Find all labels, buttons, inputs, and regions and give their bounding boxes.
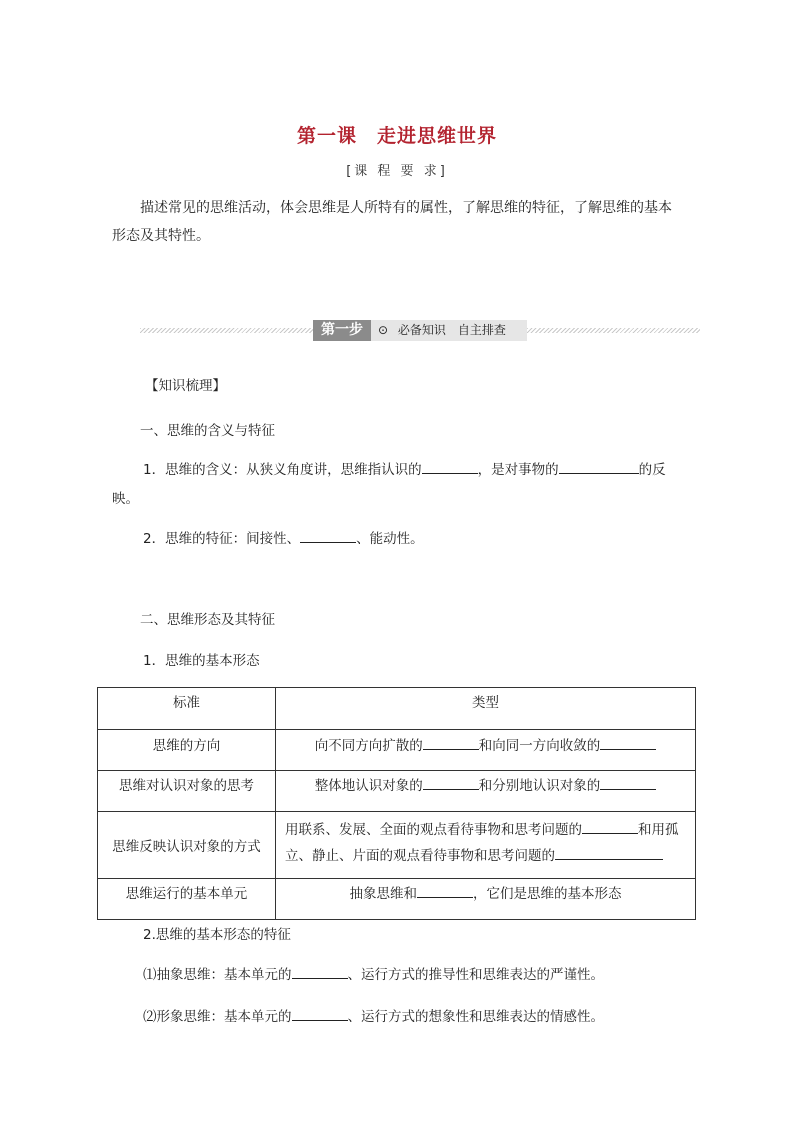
meaning-line-cont: 映。 [112,491,139,507]
circle-dot-icon: ⊙ [378,323,389,337]
meaning-text-b: ，是对事物的 [477,462,559,478]
table-cell-criterion: 思维的方向 [98,730,276,771]
abstract-text-b: 、运行方式的推导性和思维表达的严谨性。 [347,967,604,983]
knowledge-heading: 【知识梳理】 [145,378,226,394]
banner-caption [378,320,506,341]
table-cell-type [276,879,696,920]
basic-forms-heading: 1．思维的基本形态 [143,653,260,669]
banner-caption-text: 必备知识 自主排查 [397,323,506,337]
type-text: ，它们是思维的基本形态 [473,886,622,902]
table-cell-criterion: 思维反映认识对象的方式 [98,812,276,879]
table-row [98,812,696,879]
thinking-forms-table [97,687,696,920]
abstract-text-a: ⑴抽象思维：基本单元的 [143,967,292,983]
blank-field [300,528,356,543]
meaning-text-c: 的反 [638,462,666,478]
blank-field [600,735,656,750]
forms-features-heading: 2.思维的基本形态的特征 [143,927,291,943]
type-text: 抽象思维和 [349,886,417,902]
image-text-b: 、运行方式的想象性和思维表达的情感性。 [347,1009,604,1025]
image-thinking-line [143,1005,604,1025]
blank-field [417,883,473,898]
type-text: 和用孤 [638,822,679,838]
course-requirements-label: [课 程 要 求] [346,164,448,179]
table-cell-type [276,812,696,879]
type-text: 立、静止、片面的观点看待事物和思考问题的 [285,848,555,864]
meaning-text-a: 1．思维的含义：从狭义角度讲，思维指认识的 [143,462,422,478]
blank-field [423,735,479,750]
table-cell-criterion: 思维对认识对象的思考 [98,771,276,812]
blank-field [600,775,656,790]
requirement-line-2: 形态及其特性。 [112,228,210,244]
step-label: 第一步 [313,320,371,341]
table-row [98,879,696,920]
table-cell-type [276,771,696,812]
blank-field [582,819,638,834]
type-text: 整体地认识对象的 [314,778,423,794]
blank-field [422,459,478,474]
type-text: 和分别地认识对象的 [478,778,601,794]
requirement-line-1: 描述常见的思维活动，体会思维是人所特有的属性，了解思维的特征，了解思维的基本 [140,200,672,216]
section2-heading: 二、思维形态及其特征 [140,612,275,628]
table-row [98,730,696,771]
type-text: 和向同一方向收敛的 [478,738,601,754]
banner-divider-left [140,328,313,333]
blank-field [559,459,639,474]
meaning-line [143,458,666,478]
table-cell-criterion: 思维运行的基本单元 [98,879,276,920]
blank-field [292,964,348,979]
abstract-thinking-line [143,963,604,983]
blank-field [292,1006,348,1021]
section1-heading: 一、思维的含义与特征 [140,423,275,439]
features-text-a: 2．思维的特征：间接性、 [143,531,301,547]
table-header-row [98,688,696,730]
table-row [98,771,696,812]
image-text-a: ⑵形象思维：基本单元的 [143,1009,292,1025]
type-text: 用联系、发展、全面的观点看待事物和思考问题的 [285,822,582,838]
lesson-title: 第一课 走进思维世界 [296,125,497,147]
type-text: 向不同方向扩散的 [314,738,423,754]
table-header-cell: 标准 [98,688,276,730]
table-cell-type [276,730,696,771]
banner-divider-right [527,328,700,333]
features-text-b: 、能动性。 [356,531,424,547]
blank-field [423,775,479,790]
table-header-cell: 类型 [276,688,696,730]
blank-field [555,845,663,860]
features-line [143,527,424,547]
